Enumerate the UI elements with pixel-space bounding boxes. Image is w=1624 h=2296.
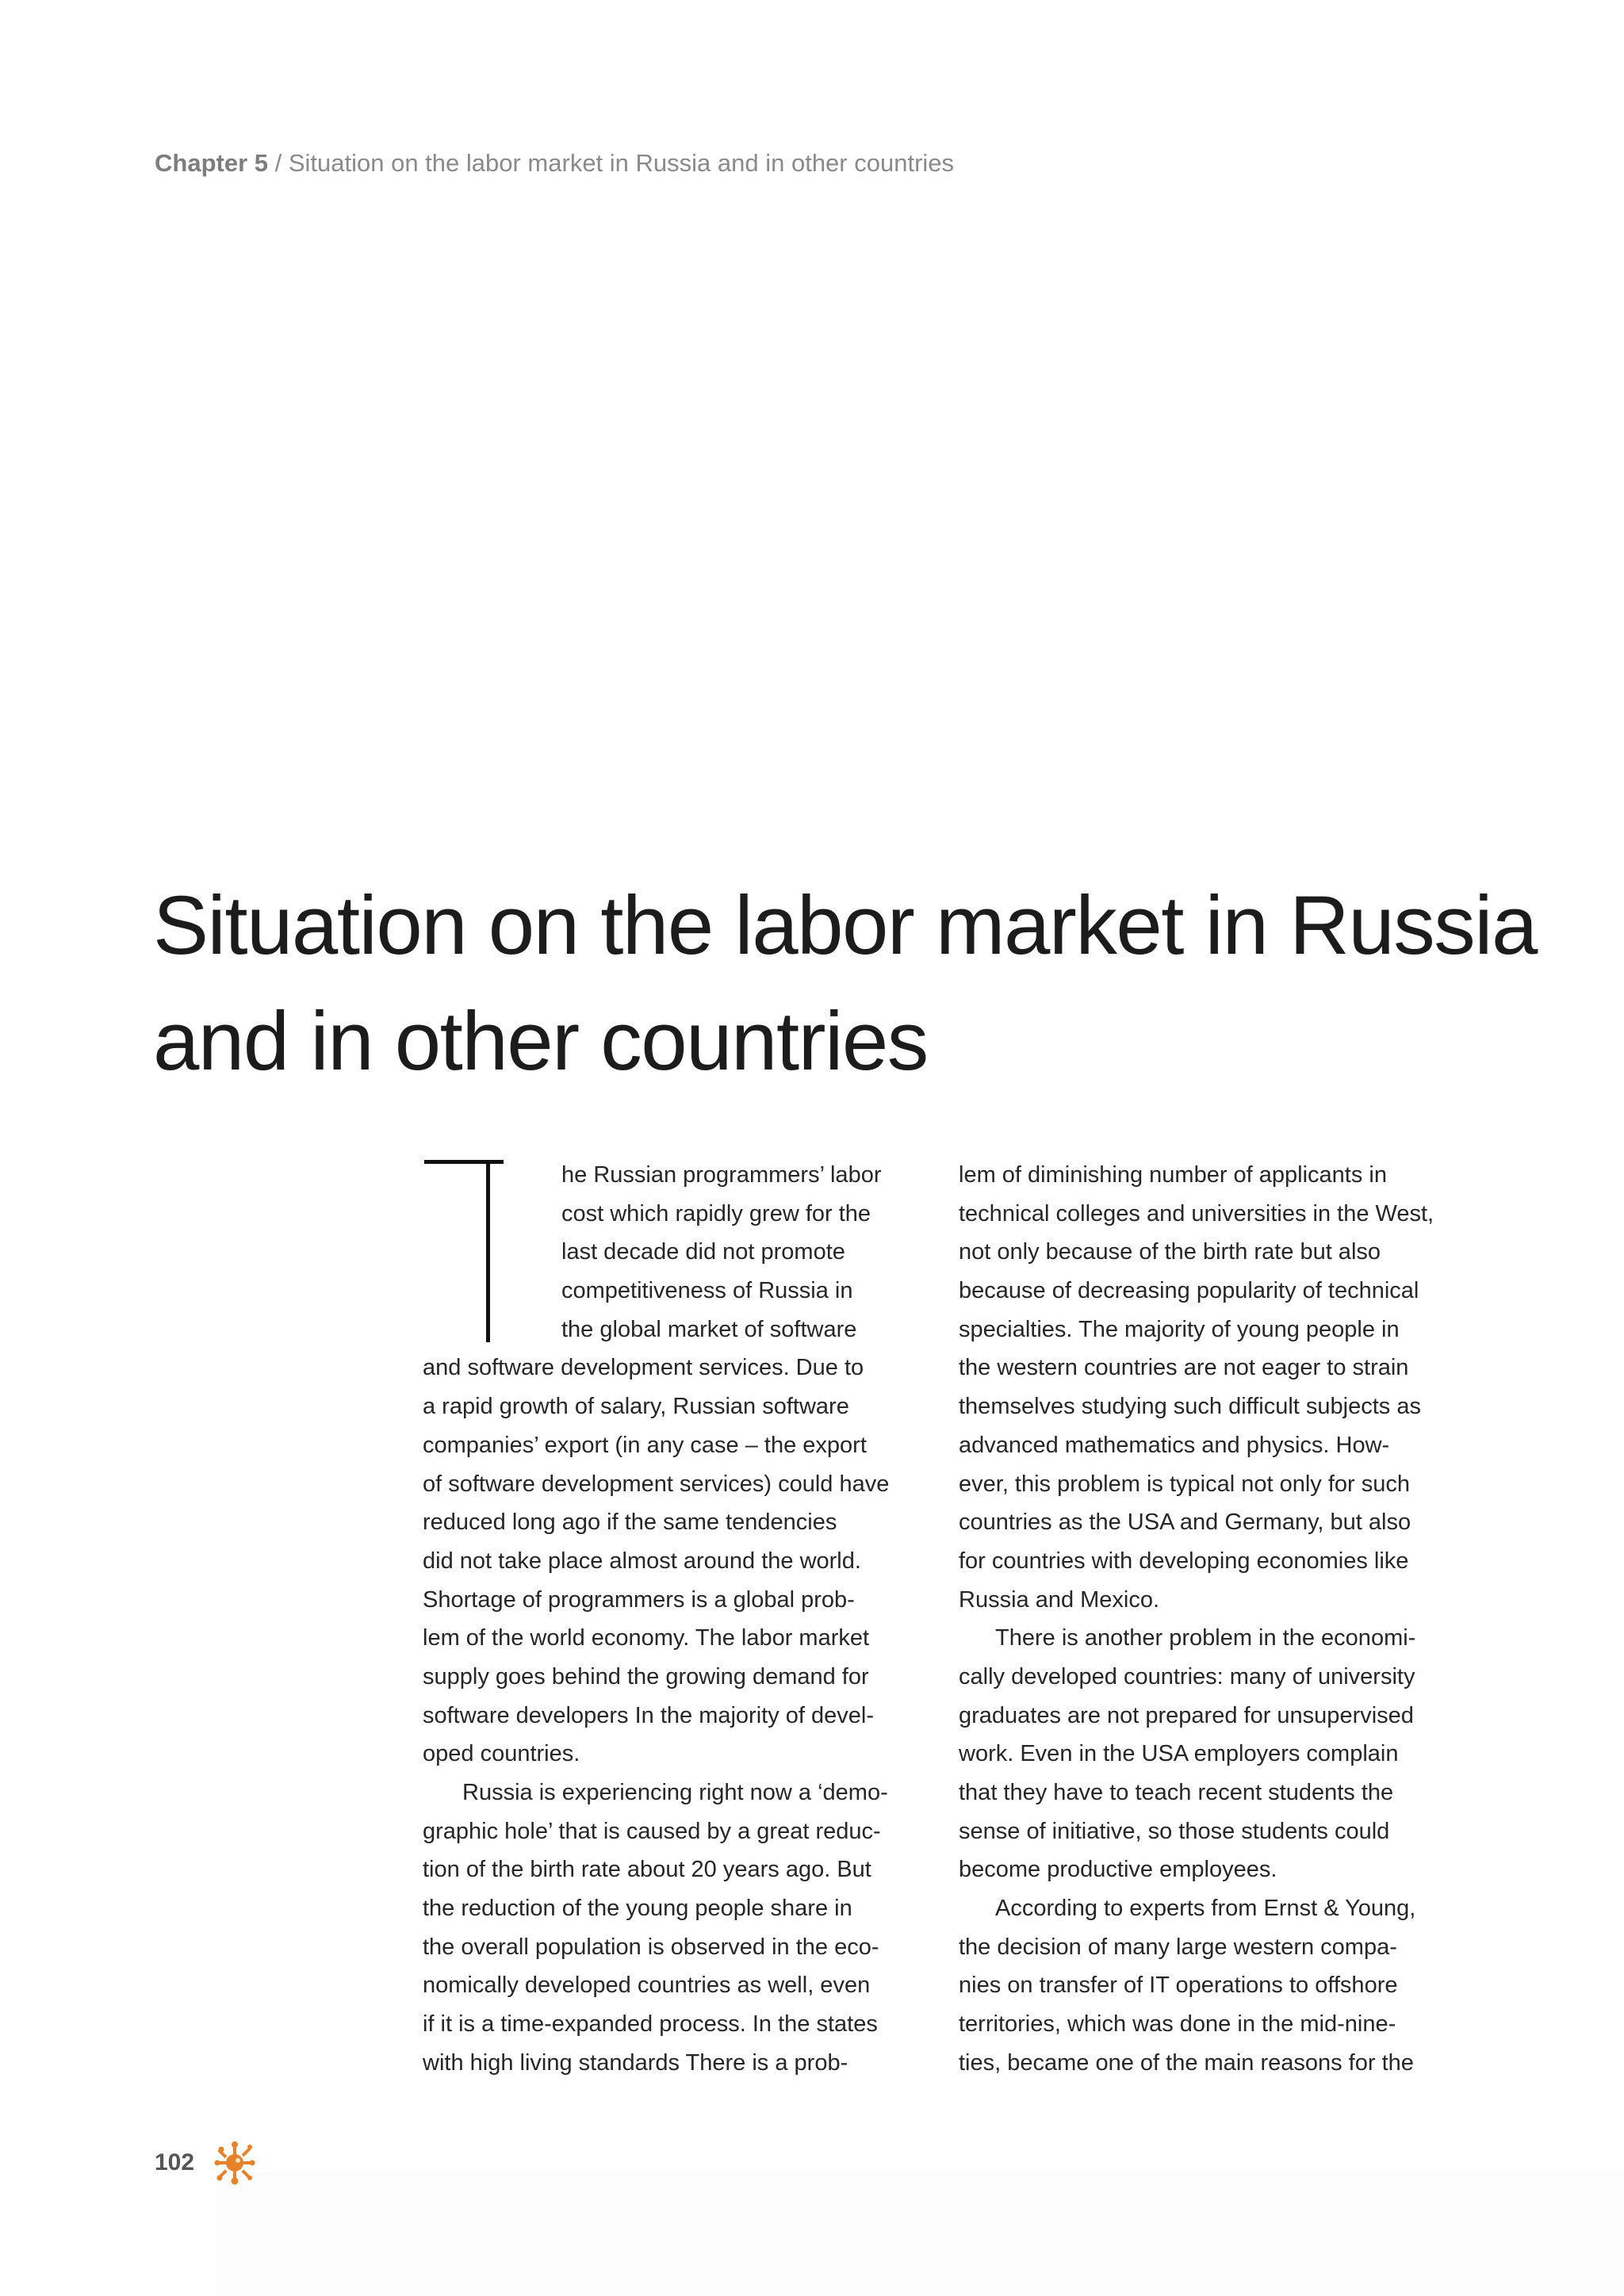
body-line: oped countries. xyxy=(423,1741,580,1767)
body-line: nies on transfer of IT operations to offshore xyxy=(959,1973,1398,1999)
body-line: countries as the USA and Germany, but also xyxy=(959,1510,1411,1536)
body-line: supply goes behind the growing demand for xyxy=(423,1663,869,1689)
body-line: graphic hole’ that is caused by a great reduc- xyxy=(423,1818,881,1844)
body-line: competitiveness of Russia in xyxy=(561,1278,853,1304)
body-line: advanced mathematics and physics. How- xyxy=(959,1432,1390,1458)
body-line: the global market of software xyxy=(561,1316,857,1342)
page-number: 102 xyxy=(155,2149,195,2175)
body-line: work. Even in the USA employers complain xyxy=(959,1741,1399,1767)
body-line: the decision of many large western compa- xyxy=(959,1934,1397,1960)
body-line: become productive employees. xyxy=(959,1857,1277,1883)
body-line: Russia is experiencing right now a ‘demo- xyxy=(462,1780,888,1805)
body-column-left xyxy=(423,1156,930,2083)
page-title-line-2: and in other countries xyxy=(153,995,928,1088)
body-line: According to experts from Ernst & Young, xyxy=(995,1896,1416,1922)
footer-background xyxy=(216,2172,1624,2296)
body-line: There is another problem in the economi- xyxy=(995,1625,1416,1651)
body-line: for countries with developing economies like xyxy=(959,1548,1409,1574)
body-line: nomically developed countries as well, even xyxy=(423,1973,871,1999)
chapter-label: Chapter 5 xyxy=(155,149,268,177)
body-line: cost which rapidly grew for the xyxy=(561,1200,871,1226)
body-line: if it is a time-expanded process. In the states xyxy=(423,2011,878,2038)
body-line: graduates are not prepared for unsupervised xyxy=(959,1702,1414,1728)
body-line: reduced long ago if the same tendencies xyxy=(423,1510,837,1536)
body-line: cally developed countries: many of university xyxy=(959,1663,1415,1689)
body-line: Russia and Mexico. xyxy=(959,1586,1160,1613)
body-line: of software development services) could have xyxy=(423,1471,890,1497)
orange-splat-icon xyxy=(214,2141,255,2185)
body-line: because of decreasing popularity of technical xyxy=(959,1278,1419,1304)
body-line: the western countries are not eager to strain xyxy=(959,1355,1409,1381)
body-line: companies’ export (in any case – the export xyxy=(423,1432,867,1458)
body-line: lem of diminishing number of applicants in xyxy=(959,1162,1387,1188)
body-line: the reduction of the young people share in xyxy=(423,1896,852,1922)
body-line: tion of the birth rate about 20 years ago. But xyxy=(423,1857,871,1883)
body-line: that they have to teach recent students the xyxy=(959,1780,1394,1805)
body-line: not only because of the birth rate but also xyxy=(959,1239,1381,1265)
body-column-right xyxy=(959,1156,1474,2083)
body-line: did not take place almost around the world. xyxy=(423,1548,861,1574)
body-line: software developers In the majority of devel- xyxy=(423,1702,874,1728)
body-line: sense of initiative, so those students could xyxy=(959,1818,1390,1844)
body-line: and software development services. Due to xyxy=(423,1355,864,1381)
header-chapter-title: Situation on the labor market in Russia and in other countries xyxy=(288,149,955,177)
body-line: a rapid growth of salary, Russian software xyxy=(423,1394,849,1420)
page-title-line-1: Situation on the labor market in Russia xyxy=(153,879,1537,972)
body-line: the overall population is observed in the eco- xyxy=(423,1934,879,1960)
body-line: themselves studying such difficult subjects as xyxy=(959,1394,1421,1420)
page-title xyxy=(153,868,1580,1100)
body-line: ever, this problem is typical not only for such xyxy=(959,1471,1410,1497)
body-line: territories, which was done in the mid-nine- xyxy=(959,2011,1396,2038)
body-line: he Russian programmers’ labor xyxy=(561,1162,882,1188)
body-line: with high living standards There is a prob- xyxy=(423,2049,848,2076)
running-header xyxy=(155,147,954,179)
body-line: lem of the world economy. The labor market xyxy=(423,1625,870,1651)
body-line: ties, became one of the main reasons for the xyxy=(959,2049,1414,2076)
body-line: specialties. The majority of young people in xyxy=(959,1316,1400,1342)
body-line: technical colleges and universities in the West, xyxy=(959,1200,1434,1226)
body-line: last decade did not promote xyxy=(561,1239,845,1265)
header-separator: / xyxy=(267,149,289,177)
body-line: Shortage of programmers is a global prob- xyxy=(423,1586,855,1613)
